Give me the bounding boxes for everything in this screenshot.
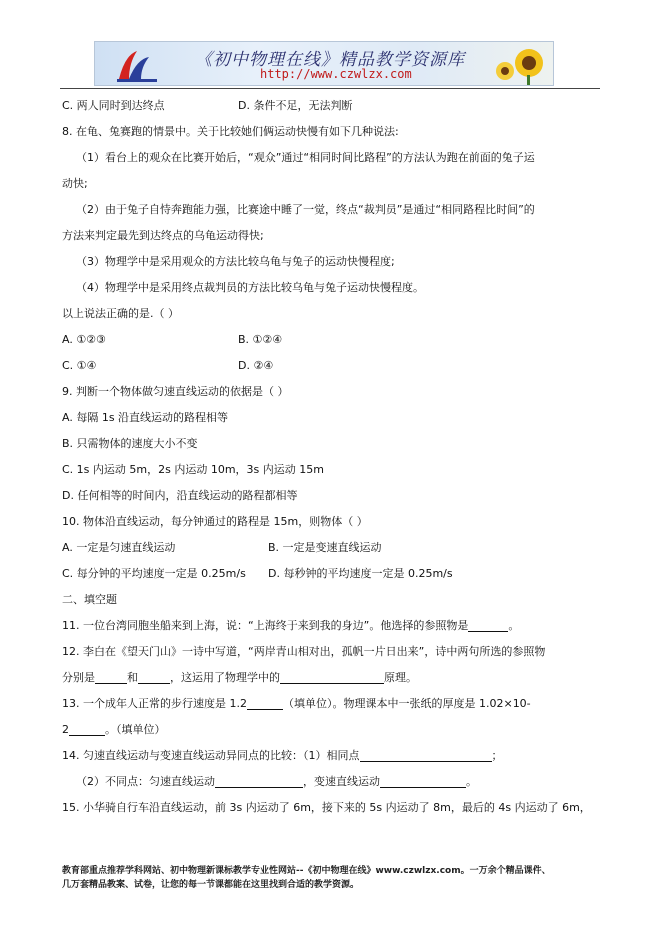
q8-option-c: C. ①④ xyxy=(62,359,97,372)
q9-stem: 9. 判断一个物体做匀速直线运动的依据是（ ） xyxy=(62,385,289,398)
q14-text-d: ，变速直线运动 xyxy=(303,775,380,788)
q14-line1 xyxy=(62,743,592,769)
q7-option-c: C. 两人同时到达终点 xyxy=(62,99,165,112)
q11-blank[interactable] xyxy=(468,617,508,632)
q12-text-b: 和 xyxy=(127,671,138,684)
q13-text-b: （填单位）。物理课本中一张纸的厚度是 1.02×10- xyxy=(282,697,531,710)
q8-statement-2b: 方法来判定最先到达终点的乌龟运动得快; xyxy=(62,229,264,242)
header-rule xyxy=(60,88,600,89)
q12-blank-3[interactable] xyxy=(280,669,384,684)
q8-options-ab xyxy=(62,327,592,353)
banner-title: 《初中物理在线》精品教学资源库 xyxy=(195,50,465,70)
q8-option-b: B. ①②④ xyxy=(238,333,283,346)
q8-option-a: A. ①②③ xyxy=(62,333,106,346)
header-banner xyxy=(94,41,554,86)
q14-blank-1[interactable] xyxy=(360,747,492,762)
footer-line-1: 教育部重点推荐学科网站、初中物理新课标教学专业性网站--《初中物理在线》www.czwlzx.com。一万余个精品课件、 xyxy=(62,866,551,876)
q10-option-c: C. 每分钟的平均速度一定是 0.25m/s xyxy=(62,567,246,580)
q12-blank-1[interactable] xyxy=(95,669,127,684)
q7-option-d: D. 条件不足，无法判断 xyxy=(238,99,353,112)
q8-stem: 8. 在龟、兔赛跑的情景中。关于比较她们俩运动快慢有如下几种说法: xyxy=(62,125,399,138)
banner-url[interactable]: http://www.czwlzx.com xyxy=(260,67,412,81)
q10-stem: 10. 物体沿直线运动，每分钟通过的路程是 15m，则物体（ ） xyxy=(62,515,368,528)
q12-line2 xyxy=(62,665,592,691)
q9-option-c: C. 1s 内运动 5m，2s 内运动 10m，3s 内运动 15m xyxy=(62,463,324,476)
q12-text-c: ，这运用了物理学中的 xyxy=(170,671,280,684)
q12-blank-2[interactable] xyxy=(138,669,170,684)
q9-option-d: D. 任何相等的时间内，沿直线运动的路程都相等 xyxy=(62,489,298,502)
q13-blank-1[interactable] xyxy=(247,695,283,710)
q14-blank-2[interactable] xyxy=(215,773,303,788)
q15-line1: 15. 小华骑自行车沿直线运动，前 3s 内运动了 6m，接下来的 5s 内运动了 8m，最后的 4s 内运动了 6m， xyxy=(62,801,591,814)
q8-options-cd xyxy=(62,353,592,379)
footer-line-2: 几万套精品教案、试卷，让您的每一节课都能在这里找到合适的教学资源。 xyxy=(62,880,360,890)
q8-statement-4: （4）物理学中是采用终点裁判员的方法比较乌龟与兔子运动快慢程度。 xyxy=(76,281,424,294)
q9-option-b: B. 只需物体的速度大小不变 xyxy=(62,437,198,450)
q12-text-a: 分别是 xyxy=(62,671,95,684)
q14-text-e: 。 xyxy=(466,775,477,788)
q8-statement-1a: （1）看台上的观众在比赛开始后，“观众”通过“相同时间比路程”的方法认为跑在前面的兔子运 xyxy=(76,151,535,164)
q13-line2 xyxy=(62,717,592,743)
q13-blank-2[interactable] xyxy=(69,721,105,736)
document-body xyxy=(62,93,592,821)
q8-statement-1b: 动快; xyxy=(62,177,88,190)
q14-line2 xyxy=(62,769,592,795)
q11-text: 11. 一位台湾同胞坐船来到上海，说：“上海终于来到我的身边”。他选择的参照物是 xyxy=(62,619,469,632)
q10-options-cd xyxy=(62,561,592,587)
q13-line1 xyxy=(62,691,592,717)
q10-option-b: B. 一定是变速直线运动 xyxy=(268,541,382,554)
q10-options-ab xyxy=(62,535,592,561)
q8-option-d: D. ②④ xyxy=(238,359,274,372)
q12-line1: 12. 李白在《望天门山》一诗中写道，“两岸青山相对出，孤帆一片日出来”，诗中两句所选的参照物 xyxy=(62,645,546,658)
q14-text-c: （2）不同点：匀速直线运动 xyxy=(76,775,215,788)
q10-option-d: D. 每秒钟的平均速度一定是 0.25m/s xyxy=(268,567,453,580)
q14-text-a: 14. 匀速直线运动与变速直线运动异同点的比较：（1）相同点 xyxy=(62,749,360,762)
q13-text-a: 13. 一个成年人正常的步行速度是 1.2 xyxy=(62,697,247,710)
q12-text-d: 原理。 xyxy=(384,671,417,684)
q13-text-c: 2 xyxy=(62,723,69,736)
q8-statement-3: （3）物理学中是采用观众的方法比较乌龟与兔子的运动快慢程度; xyxy=(76,255,395,268)
q14-text-b: ； xyxy=(491,749,503,762)
q14-blank-3[interactable] xyxy=(380,773,466,788)
q11-line xyxy=(62,613,592,639)
q9-option-a: A. 每隔 1s 沿直线运动的路程相等 xyxy=(62,411,229,424)
q10-option-a: A. 一定是匀速直线运动 xyxy=(62,541,176,554)
section-title-fill-in: 二、填空题 xyxy=(62,593,117,606)
sunflower-icon xyxy=(491,43,549,85)
footer xyxy=(62,864,602,892)
logo-icon xyxy=(115,45,159,83)
q8-ask: 以上说法正确的是.（ ） xyxy=(62,307,179,320)
q8-statement-2a: （2）由于兔子自恃奔跑能力强，比赛途中睡了一觉，终点“裁判员”是通过“相同路程比时间”的 xyxy=(76,203,535,216)
q13-text-d: 。（填单位） xyxy=(105,723,166,736)
q7-options xyxy=(62,93,592,119)
q11-end: 。 xyxy=(508,619,520,632)
